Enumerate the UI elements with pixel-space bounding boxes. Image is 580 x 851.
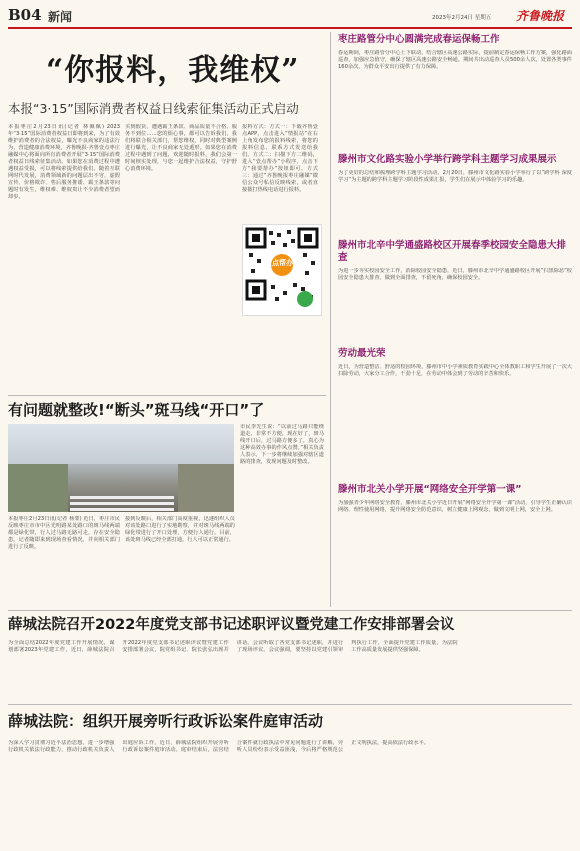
sidebar-item-1 [338,34,572,160]
lead-column-3: 报料方式：方式一：下载齐鲁壹点APP，点击进入“情报站”在右上角发布您的报料线索，将您的报料信息、联系方式发送给我们。方式二：扫描下方二维码，进入“壹点帮办”小程序，点击下方“我要帮办”按钮即可。方式三：通过“齐鲁晚报枣庄融媒”微信公众号私信反映线索，或者直接拨打热线电话进行报料。 [242,124,318,193]
sidebar-left-divider [330,32,331,607]
header-divider [8,27,572,29]
lower-divider [8,704,572,705]
article2-column-1: 本报枣庄2月23日讯(记者 杨蒙) 近日，枣庄市民反映枣庄市市中区光明路某处路口的斑马线两端都是绿化带，行人过马路无路可走，存在安全隐患。记者随即来到现场查看情况，并向相关部门进行了反映。 [8,516,120,550]
qr-code-image[interactable] [242,224,322,316]
sidebar-item-body: 为加强青少年网络安全教育，滕州市北关小学近日开展“网络安全开学第一课”活动，引导学生正确认识网络、理性使用网络，提升网络安全防范意识，树立健康上网观念，做到文明上网，安全上网。 [338,500,572,513]
article2-headline: 有问题就整改!“断头”斑马线“开口”了 [8,401,265,419]
crosswalk-photo [8,424,234,512]
sidebar-item-3 [338,240,572,348]
issue-date: 2023年2月24日 星期五 [432,15,492,21]
sidebar-item-4 [338,348,572,474]
sidebar-item-body: 为了更好的总结和梳理跨学科主题学习活动，2月20日，滕州市文化路实验小学举行了以“跨学科 深度学习”为主题的跨学科主题学习阶段性成果汇报，学生们在展示中体验学习的乐趣。 [338,170,572,183]
sidebar-item-2 [338,154,572,236]
sidebar-item-5 [338,484,572,600]
lead-column-1: 本报枣庄2月23日讯(记者 林佩佩) 2023年“3·15”国际消费者权益日即将到来，为了有效维护消费者的合法权益，曝光不良商家的违法行为，营造健康消费环境，齐鲁晚报·齐鲁壹点枣庄融媒中心将面向所有消费者开展“3·15”国际消费者权益日线索征集活动。如果您在消费过程中遭遇权益受损，可以将线索提供给我们。随着互联网时代发展，消费领域新的问题层出不穷，虚假宣传、价格欺诈、售后服务推诿、霸王条款等问题时有发生，维权难、维权贵让不少消费者望而却步。 [8,124,120,200]
sidebar-item-body: 为进一步夯实校园安全工作，消除校园安全隐患，近日，滕州市北辛中学通盛路校区开展“扫黑除恶”校园安全隐患大排查，做到全面排查，不留死角，确保校园安全。 [338,268,572,281]
sidebar-item-title: 枣庄路管分中心圆满完成春运保畅工作 [338,34,500,45]
article4-headline: 薛城法院：组织开展旁听行政诉讼案件庭审活动 [8,712,324,730]
sidebar-item-title: 滕州市文化路实验小学举行跨学科主题学习成果展示 [338,154,557,165]
qr-code-icon [243,225,321,315]
section-name: 新闻 [48,10,73,24]
page-code: B04 [8,6,42,24]
middle-divider [8,610,572,611]
page-header [8,4,572,26]
article2-column-3: 市民李先生说：“以前过马路只能绕道走，非常不方便，现在好了，斑马线开口后，过马路方便多了，真心为这种高效办事的作风点赞。”相关负责人表示，下一步将继续加强对辖区道路的排查，发现问题及时整改。 [240,424,324,465]
sidebar-item-title: 滕州市北辛中学通盛路校区开展春季校园安全隐患大排查 [338,240,567,263]
newspaper-brand-logo: 齐鲁晚报 [516,9,565,23]
article3-body: 为全面总结2022年度党建工作开展情况，谋划部署2023年党建工作，近日，薛城法院召开2022年度党支部书记述职评议暨党建工作安排部署会议，院党组书记、院长张弘出席并讲话。会议听取了各党支部书记述职，并进行了现场评议。会议强调，要坚持以党建引领审判执行工作，全面提升党建工作质量，为法院工作高质量发展提供坚强保障。 [8,640,458,653]
qr-code-label: 壹点帮办 [265,259,293,267]
article4-body: 为深入学习贯彻习近平法治思想，进一步增强行政机关依法行政能力，推动行政机关负责人出庭应诉工作，近日，薛城法院组织开展旁听行政诉讼案件庭审活动。庭审结束后，法官结合案件就行政执法中常见问题进行了讲解，旁听人员纷纷表示受益匪浅，今后将严格规范公正文明执法，提高依法行政水平。 [8,740,429,753]
article3-headline: 薛城法院召开2022年度党支部书记述职评议暨党建工作安排部署会议 [8,617,455,633]
sidebar-item-title: 劳动最光荣 [338,348,386,359]
sidebar-item-title: 滕州市北关小学开展“网络安全开学第一课” [338,484,522,495]
sidebar-item-body: 春运期间，枣庄路管分中心上下联动，结合辖区高速公路实际，提前制定春运保畅工作方案，强化路面巡查，加强应急值守，确保了辖区高速公路安全畅通。期间共出动巡查人员500余人次，处置各类事件160余次，为群众平安出行提供了有力保障。 [338,50,572,70]
lead-headline: “你报料，我维权” [46,53,300,88]
article2-column-2: 接到反映后，相关部门高度重视，迅速组织人员对该处路口进行了实地勘察，并对斑马线两端的绿化带进行了开口处理，方便行人通行。目前，该处斑马线已经全部打通，行人可以正常通行。 [125,516,235,543]
lead-subhead: 本报“3·15”国际消费者权益日线索征集活动正式启动 [8,101,299,116]
lead-column-2: 买到假货、遭遇霸王条款、商品质量不合格、服务不到位……您的烦心事，都可以告诉我们，我们将联合相关部门，帮您维权，同时对典型案例进行曝光，让不良商家无处遁形。如果您在消费过程中遇到了问题，欢迎随时报料，我们会第一时间核实处理，与您一起维护合法权益，守护舒心消费环境。 [125,124,237,172]
sidebar-item-body: 近日，为营造整洁、舒适的校园环境，滕州市中小学素质教育实践中心全体教职工和学生开展了一次大扫除劳动，大家分工合作，干劲十足，在劳动中体会到了劳动的辛苦和快乐。 [338,364,572,377]
lead-bottom-divider [8,395,326,396]
